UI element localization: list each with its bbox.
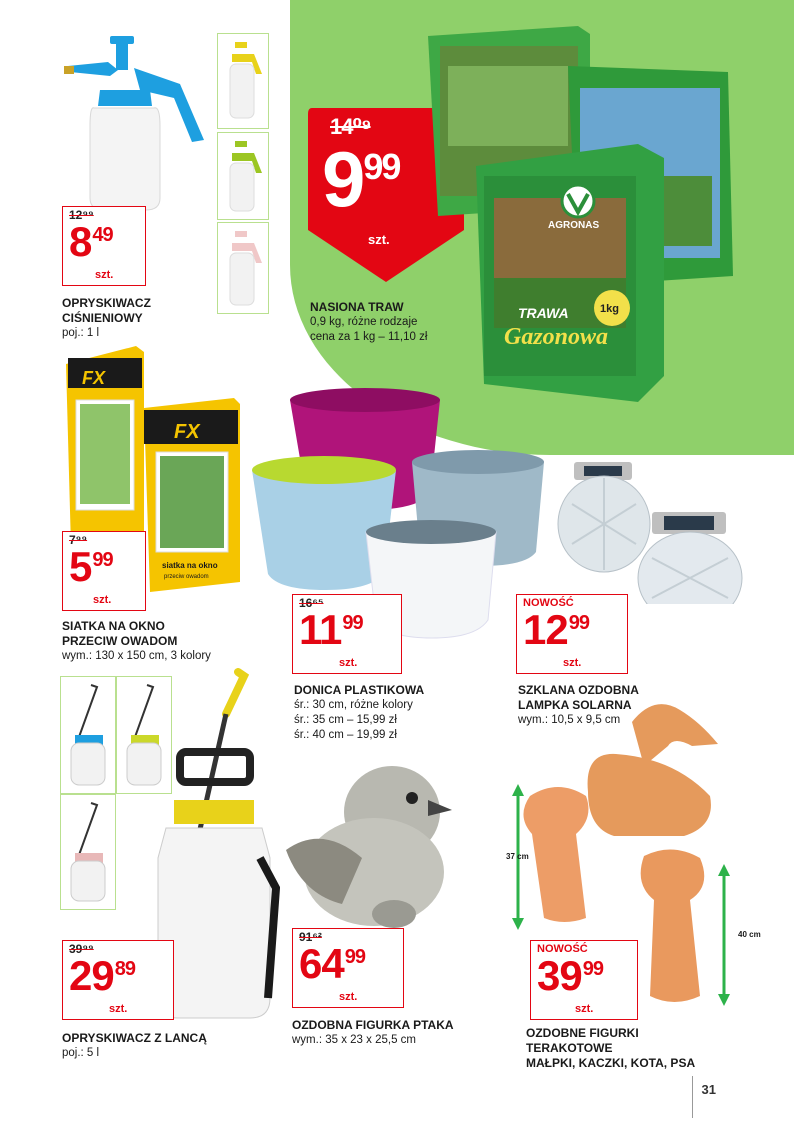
new-price: 849	[69, 218, 113, 265]
product-name-bird-figure: OZDOBNA FIGURKA PTAKA	[292, 1018, 454, 1032]
solar-lamps-image	[552, 454, 752, 604]
product-name-solar-lamp: SZKLANA OZDOBNA LAMPKA SOLARNA	[518, 683, 639, 712]
product-name-window-net: SIATKA NA OKNO PRZECIW OWADOM	[62, 619, 178, 648]
price-tag-plastic-pot	[292, 594, 402, 674]
product-desc-pressure-sprayer: poj.: 1 l	[62, 327, 100, 339]
dimension-label-right: 40 cm	[738, 930, 761, 939]
box-title-1: TRAWA	[518, 305, 569, 321]
new-price: 1299	[523, 606, 589, 653]
price-tag-pressure-sprayer	[62, 206, 146, 286]
product-desc-solar-lamp: wym.: 10,5 x 9,5 cm	[518, 714, 621, 726]
box-caption-2: przeciw owadom	[164, 574, 209, 580]
box-caption-1: siatka na okno	[162, 561, 218, 570]
product-desc-lance-sprayer: poj.: 5 l	[62, 1047, 100, 1059]
new-price: 599	[69, 543, 113, 590]
price-unit: szt.	[109, 1003, 128, 1015]
price-unit: szt.	[95, 269, 114, 281]
price-tag-bird-figure	[292, 928, 404, 1008]
product-desc-plastic-pot: śr.: 30 cm, różne kolory śr.: 35 cm – 15,99 zł śr.: 40 cm – 19,99 zł	[294, 699, 413, 741]
price-tag-terracotta	[530, 940, 638, 1020]
old-price-grass: 14⁰⁹	[330, 114, 371, 139]
box-brand: AGRONAS	[548, 220, 600, 231]
page-number: 31	[701, 1082, 716, 1097]
box-brand-front: FX	[174, 421, 200, 443]
grass-seed-boxes-image	[428, 26, 768, 406]
new-price: 1199	[299, 606, 363, 653]
bird-figure-image	[282, 754, 462, 934]
old-price: 91⁶²	[299, 930, 322, 944]
dimension-label-left: 37 cm	[506, 852, 529, 861]
box-weight: 1kg	[600, 303, 619, 315]
variant-thumb-blue	[60, 676, 116, 794]
color-variant-thumb-pink	[217, 222, 269, 314]
product-desc-bird-figure: wym.: 35 x 23 x 25,5 cm	[292, 1034, 416, 1046]
price-tag-lance-sprayer	[62, 940, 174, 1020]
price-tag-solar-lamp	[516, 594, 628, 674]
box-brand-back: FX	[82, 368, 106, 388]
new-price: 2989	[69, 952, 135, 999]
old-price: 7⁹⁹	[69, 533, 88, 547]
product-name-grass: NASIONA TRAW	[310, 300, 404, 314]
color-variant-thumb-green	[217, 132, 269, 220]
new-badge: NOWOŚĆ	[537, 943, 588, 955]
product-name-lance-sprayer: OPRYSKIWACZ Z LANCĄ	[62, 1031, 207, 1045]
old-price: 39⁹⁹	[69, 942, 94, 956]
page-number-divider	[692, 1076, 693, 1118]
price-unit-grass: szt.	[368, 232, 390, 247]
product-name-plastic-pot: DONICA PLASTIKOWA	[294, 683, 425, 697]
color-variant-thumb-yellow	[217, 33, 269, 129]
price-unit: szt.	[339, 991, 358, 1003]
new-price-grass: 999	[322, 135, 400, 223]
pressure-sprayer-image	[60, 28, 210, 213]
new-price: 6499	[299, 940, 365, 987]
product-name-terracotta: OZDOBNE FIGURKI TERAKOTOWE MAŁPKI, KACZKI, KOTA, PSA	[526, 1026, 696, 1070]
new-badge: NOWOŚĆ	[523, 597, 574, 609]
price-unit: szt.	[93, 594, 112, 606]
new-price: 3999	[537, 952, 603, 999]
old-price: 12⁹⁹	[69, 208, 94, 222]
price-unit: szt.	[339, 657, 358, 669]
price-unit: szt.	[563, 657, 582, 669]
product-name-pressure-sprayer: OPRYSKIWACZ CIŚNIENIOWY	[62, 296, 151, 325]
variant-thumb-pink	[60, 794, 116, 910]
price-tag-window-net	[62, 531, 146, 611]
price-unit: szt.	[575, 1003, 594, 1015]
old-price: 16⁶⁵	[299, 596, 324, 610]
product-desc-grass: 0,9 kg, różne rodzaje cena za 1 kg – 11,10 zł	[310, 316, 428, 343]
box-title-2: Gazonowa	[504, 324, 609, 350]
product-desc-window-net: wym.: 130 x 150 cm, 3 kolory	[62, 650, 211, 662]
